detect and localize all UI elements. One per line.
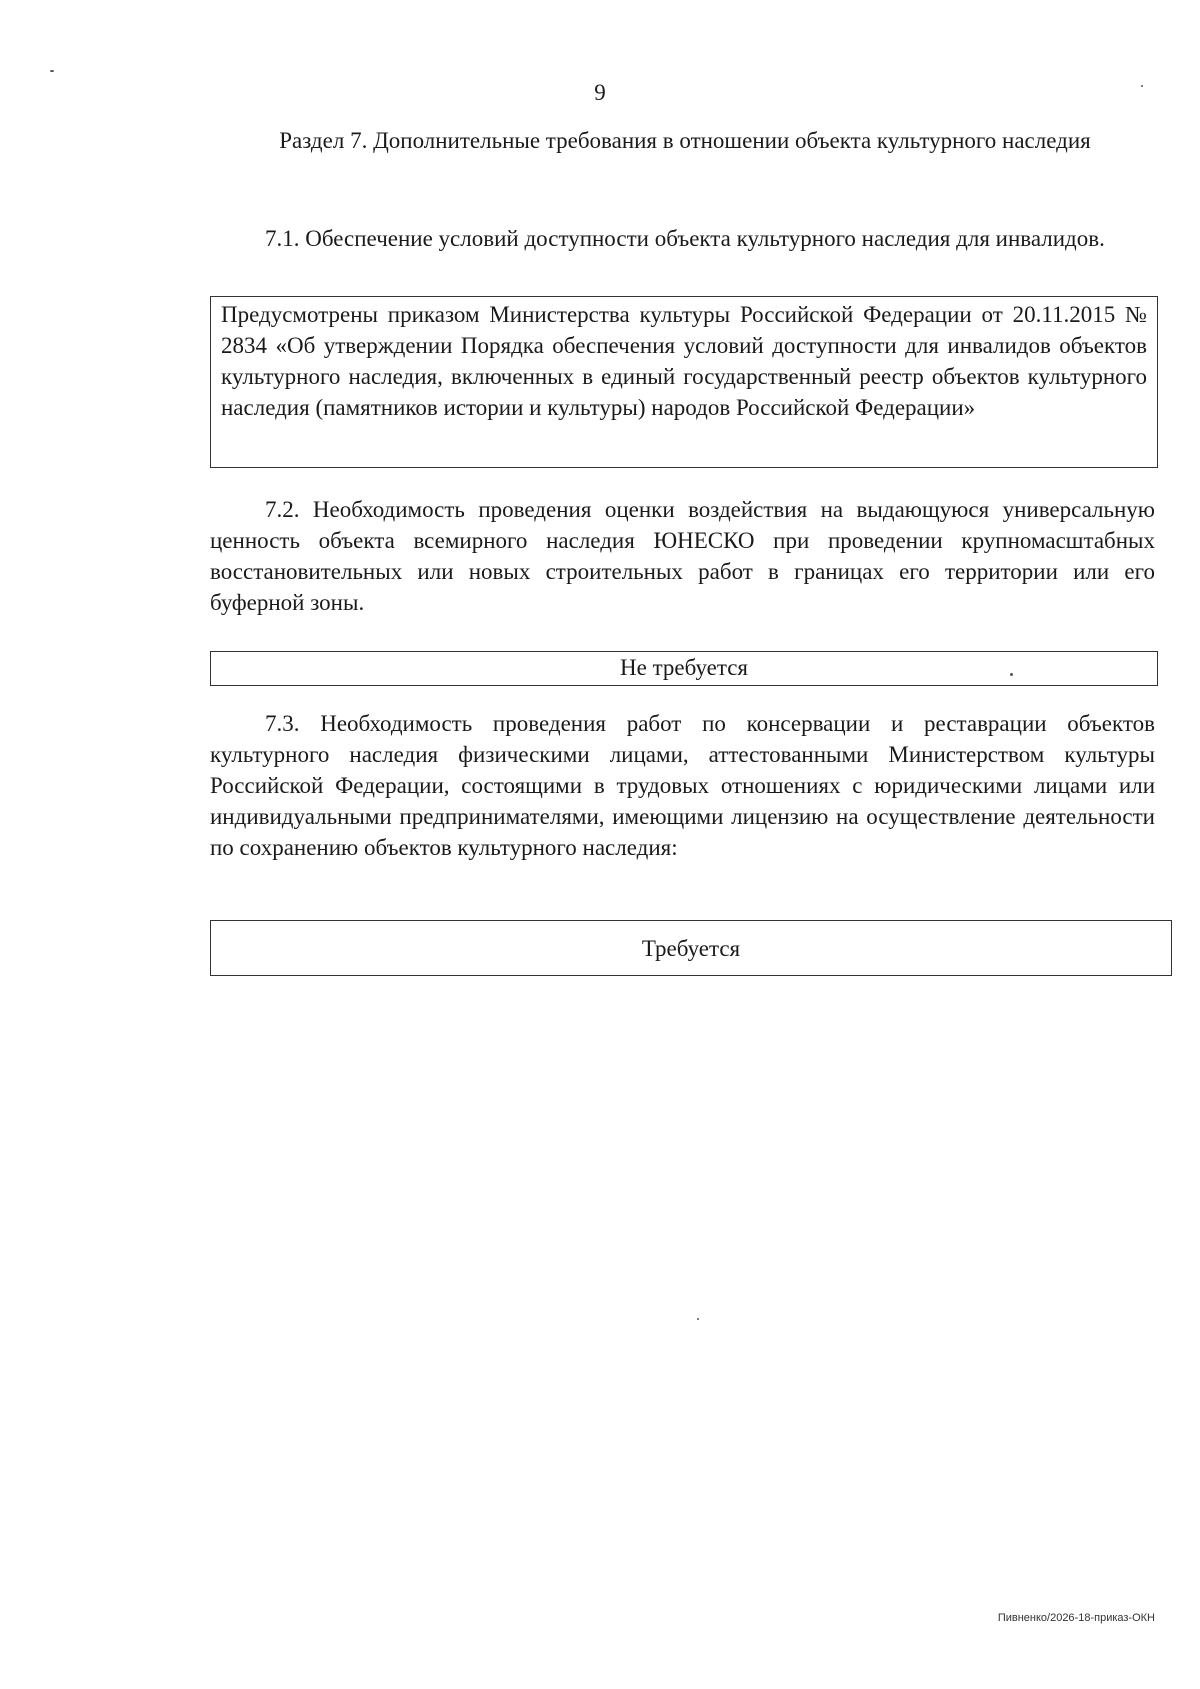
scan-speck	[50, 70, 54, 72]
item-7-2-answer: Не требуется	[620, 655, 748, 680]
section-heading: Раздел 7. Дополнительные требования в отношении объекта культурного наследия	[279, 128, 1091, 153]
scan-speck	[1010, 673, 1013, 676]
item-7-3-text: 7.3. Необходимость проведения работ по консервации и реставрации объектов культурного наследия физическими лицами, аттестованными Министерством культуры Российской Федерации, состоящими в трудовых отношениях с юридическими лицами или индивидуальными предпринимателями, имеющими лицензию на осуществление деятельности по сохранению объектов культурного наследия:	[210, 711, 1155, 860]
item-7-2-answer-box	[210, 651, 1158, 686]
item-7-1-answer-box	[210, 296, 1158, 468]
page-number: 9	[594, 80, 606, 105]
item-7-3-answer: Требуется	[641, 935, 741, 961]
item-7-2-text: 7.2. Необходимость проведения оценки воздействия на выдающуюся универсальную ценность объекта всемирного наследия ЮНЕСКО при проведении крупномасштабных восстановительных или новых строительных работ в границах его территории или его буферной зоны.	[210, 497, 1155, 615]
scan-speck	[697, 1318, 699, 1320]
scan-speck	[1141, 85, 1143, 87]
footer-reference: Пивненко/2026-18-приказ-ОКН	[997, 1612, 1155, 1624]
item-7-1-answer: Предусмотрены приказом Министерства культуры Российской Федерации от 20.11.2015 № 2834 «Об утверждении Порядка обеспечения условий доступности для инвалидов объектов культурного наследия, включенных в единый государственный реестр объектов культурного наследия (памятников истории и культуры) народов Российской Федерации»	[221, 302, 1147, 420]
item-7-1-text: 7.1. Обеспечение условий доступности объекта культурного наследия для инвалидов.	[265, 226, 1105, 251]
item-7-3-answer-box	[210, 920, 1172, 976]
